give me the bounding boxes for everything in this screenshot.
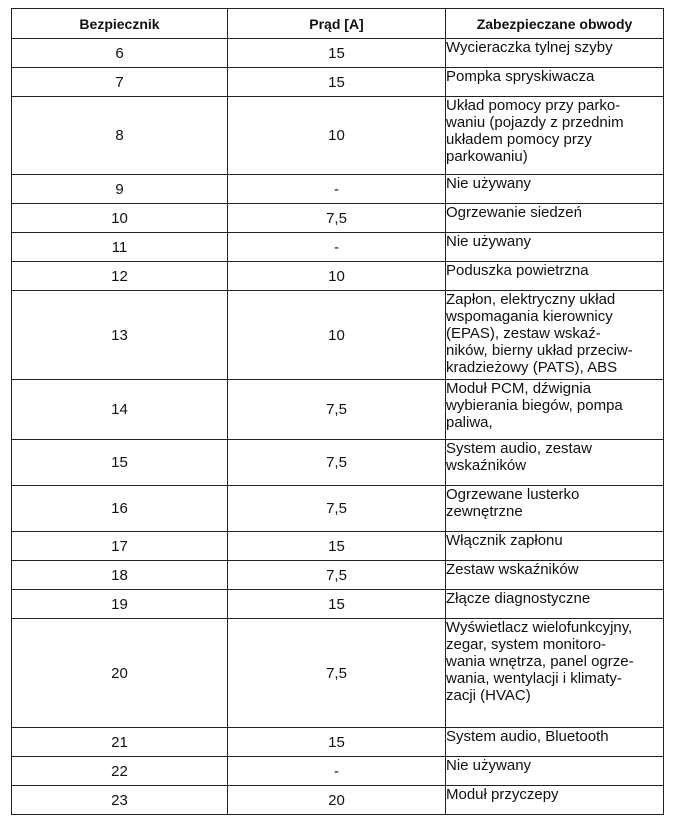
protected-circuit-cell: System audio, zestaw wskaźników [446, 440, 664, 486]
table-row [12, 440, 664, 486]
fuse-current-cell: 7,5 [228, 440, 446, 486]
fuse-number-cell: 15 [12, 440, 228, 486]
protected-circuit-cell: Zestaw wskaźników [446, 561, 664, 590]
protected-circuit-cell: Zapłon, elektryczny układ wspomagania kierownicy (EPAS), zestaw wskaź- ników, bierny układ przeciw- kradzieżowy (PATS), ABS [446, 291, 664, 380]
protected-circuit-cell: Moduł PCM, dźwignia wybierania biegów, pompa paliwa, [446, 380, 664, 440]
protected-circuit-cell: Ogrzewane lusterko zewnętrzne [446, 486, 664, 532]
fuse-number-cell: 10 [12, 204, 228, 233]
fuse-number-cell: 23 [12, 786, 228, 815]
fuse-current-cell: - [228, 233, 446, 262]
fuse-number-cell: 11 [12, 233, 228, 262]
protected-circuit-cell: Nie używany [446, 757, 664, 786]
fuse-current-cell: - [228, 175, 446, 204]
fuse-current-cell: 10 [228, 262, 446, 291]
fuse-current-cell: 20 [228, 786, 446, 815]
protected-circuit-cell: Pompka spryskiwacza [446, 68, 664, 97]
protected-circuit-cell: Złącze diagnostyczne [446, 590, 664, 619]
protected-circuit-cell: Włącznik zapłonu [446, 532, 664, 561]
protected-circuit-cell: Moduł przyczepy [446, 786, 664, 815]
fuse-current-cell: 15 [228, 532, 446, 561]
fuse-number-cell: 9 [12, 175, 228, 204]
protected-circuit-cell: Układ pomocy przy parko- waniu (pojazdy z przednim układem pomocy przy parkowaniu) [446, 97, 664, 175]
protected-circuit-cell: Nie używany [446, 175, 664, 204]
fuse-number-cell: 12 [12, 262, 228, 291]
protected-circuit-cell: System audio, Bluetooth [446, 728, 664, 757]
header-row [12, 9, 664, 39]
protected-circuit-cell: Wycieraczka tylnej szyby [446, 39, 664, 68]
table-row [12, 757, 664, 786]
fuse-number-cell: 7 [12, 68, 228, 97]
fuse-number-cell: 14 [12, 380, 228, 440]
protected-circuit-cell: Ogrzewanie siedzeń [446, 204, 664, 233]
fuse-current-cell: 15 [228, 590, 446, 619]
header-fuse: Bezpiecznik [12, 9, 228, 39]
protected-circuit-cell: Poduszka powietrzna [446, 262, 664, 291]
table-row [12, 175, 664, 204]
table-row [12, 262, 664, 291]
table-row [12, 786, 664, 815]
fuse-number-cell: 19 [12, 590, 228, 619]
fuse-current-cell: 15 [228, 728, 446, 757]
protected-circuit-cell: Wyświetlacz wielofunkcyjny, zegar, system monitoro- wania wnętrza, panel ogrze- wania, wentylacji i klimaty- zacji (HVAC) [446, 619, 664, 728]
fuse-number-cell: 6 [12, 39, 228, 68]
fuse-number-cell: 20 [12, 619, 228, 728]
fuse-number-cell: 16 [12, 486, 228, 532]
fuse-number-cell: 17 [12, 532, 228, 561]
fuse-number-cell: 21 [12, 728, 228, 757]
table-row [12, 486, 664, 532]
table-row [12, 68, 664, 97]
table-header [12, 9, 664, 39]
table-row [12, 728, 664, 757]
table-row [12, 97, 664, 175]
header-circuits: Zabezpieczane obwody [446, 9, 664, 39]
fuse-current-cell: 7,5 [228, 619, 446, 728]
table-row [12, 380, 664, 440]
table-row [12, 532, 664, 561]
table-row [12, 204, 664, 233]
fuse-current-cell: 10 [228, 97, 446, 175]
table-row [12, 619, 664, 728]
table-body [12, 39, 664, 815]
fuse-current-cell: 7,5 [228, 204, 446, 233]
fuse-current-cell: 7,5 [228, 561, 446, 590]
table-row [12, 291, 664, 380]
protected-circuit-cell: Nie używany [446, 233, 664, 262]
fuse-current-cell: - [228, 757, 446, 786]
fuse-current-cell: 10 [228, 291, 446, 380]
table-row [12, 590, 664, 619]
table-row [12, 39, 664, 68]
fuse-current-cell: 15 [228, 68, 446, 97]
table-row [12, 561, 664, 590]
fuse-current-cell: 7,5 [228, 380, 446, 440]
fuse-number-cell: 8 [12, 97, 228, 175]
fuse-number-cell: 13 [12, 291, 228, 380]
fuse-current-cell: 7,5 [228, 486, 446, 532]
table-row [12, 233, 664, 262]
fuse-current-cell: 15 [228, 39, 446, 68]
header-current: Prąd [A] [228, 9, 446, 39]
fuse-number-cell: 22 [12, 757, 228, 786]
fuse-table [11, 8, 664, 815]
fuse-number-cell: 18 [12, 561, 228, 590]
